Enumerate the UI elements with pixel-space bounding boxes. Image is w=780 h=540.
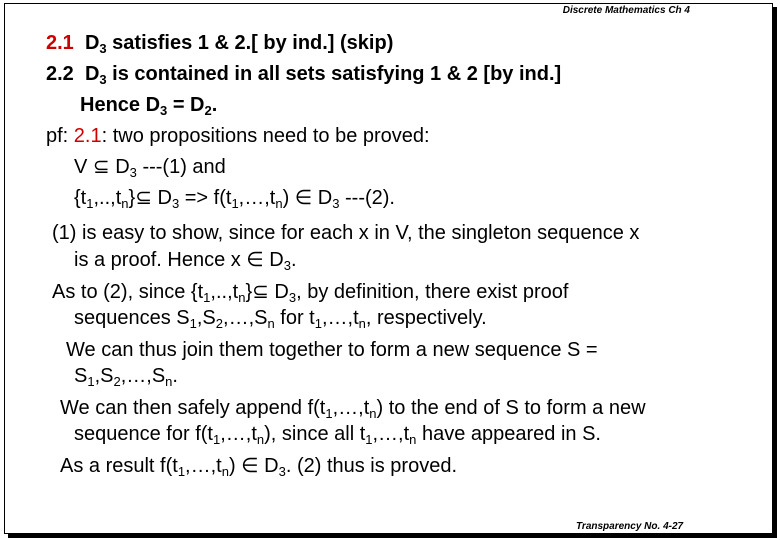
- slide-header: Discrete Mathematics Ch 4: [562, 5, 690, 16]
- line-case-2: As to (2), since $\{t_1,..,t_n\}⊆$ $D_3$, by definition, there exist proof: [52, 281, 569, 305]
- frame-shadow-bottom: [8, 534, 777, 538]
- line-pf: pf: 2.1: two propositions need to be proved:: [46, 125, 430, 147]
- frame-shadow-right: [773, 7, 777, 538]
- line-result: As a result $f(t_1,\dots,t_n)$ ∈ $D_3$. (2) thus is proved.: [60, 455, 458, 479]
- line-2-1: 2.1 $D_3$ satisfies 1 & 2.[ by ind.] (skip): [46, 32, 394, 56]
- line-hence: Hence $D_3 = D_2$.: [80, 94, 218, 118]
- line-append-cont: sequence for $f(t_1,\dots,t_n)$, since all $t_1,\dots,t_n$ have appeared in S.: [74, 423, 601, 447]
- line-sequence-s: $S_1,S_2,\dots,S_n$.: [74, 365, 178, 389]
- slide-footer: Transparency No. 4-27: [576, 521, 684, 532]
- line-prop-2: $\{t_1,..,t_n\}⊆$ $D_3$ => $f(t_1,\dots,t_n)$ ∈ $D_3$ ---(2).: [74, 187, 395, 211]
- line-join: We can thus join them together to form a new sequence S =: [66, 339, 598, 361]
- line-prop-1: V ⊆ $D_3$ ---(1) and: [74, 156, 226, 180]
- line-sequences: sequences $S_1,S_2,\dots,S_n$ for $t_1,\dots,t_n$, respectively.: [74, 307, 487, 331]
- line-2-2: 2.2 $D_3$ is contained in all sets satisfying 1 & 2 [by ind.]: [46, 63, 562, 87]
- line-case-1-cont: is a proof. Hence x ∈ $D_3$.: [74, 249, 297, 273]
- line-append: We can then safely append $f(t_1,\dots,t_n)$ to the end of S to form a new: [60, 397, 646, 421]
- line-case-1: (1) is easy to show, since for each x in V, the singleton sequence x: [52, 222, 640, 244]
